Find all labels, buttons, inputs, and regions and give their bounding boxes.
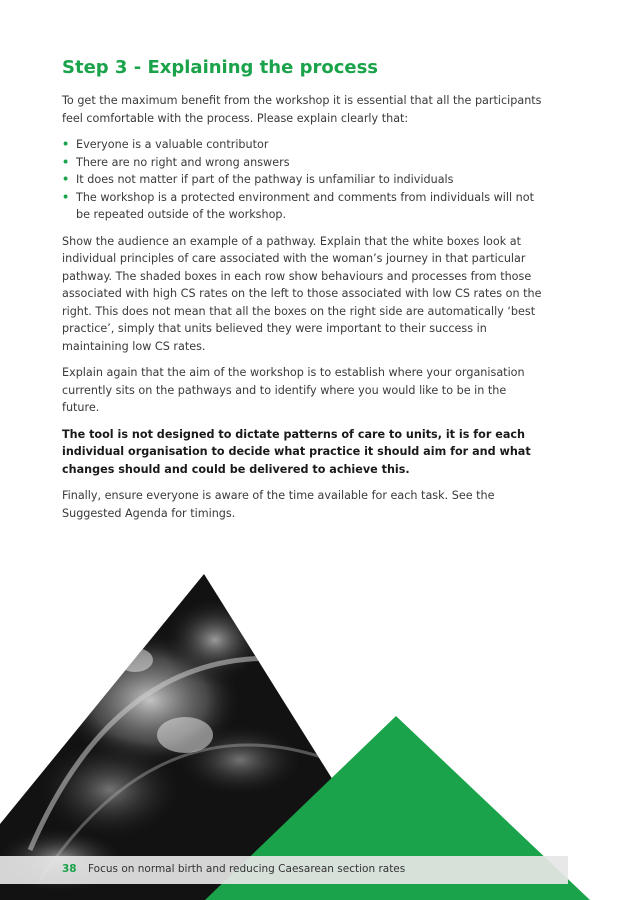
running-title: Focus on normal birth and reducing Caesarean section rates: [88, 863, 406, 875]
page-content: [62, 56, 547, 531]
emphasis-paragraph: The tool is not designed to dictate patterns of care to units, it is for each individual organisation to decide what practice it should aim for and what changes should and could be delivered to achieve this.: [62, 427, 531, 476]
list-item-text: The workshop is a protected environment and comments from individuals will not be repeated outside of the workshop.: [76, 190, 534, 221]
bullet-icon: •: [62, 190, 70, 204]
bullet-list: [62, 136, 547, 224]
list-item-text: Everyone is a valuable contributor: [76, 138, 269, 151]
page-number: 38: [62, 863, 77, 875]
list-item: [62, 189, 547, 224]
bullet-icon: •: [62, 138, 70, 151]
final-paragraph: Finally, ensure everyone is aware of the time available for each task. See the Suggested Agenda for timings.: [62, 489, 495, 520]
list-item-text: There are no right and wrong answers: [76, 155, 290, 169]
pathway-paragraph: Show the audience an example of a pathway. Explain that the white boxes look at individual principles of care associated with the woman’s journey in that particular pathway. The shaded boxes in each row show behaviours and processes from those associated with high CS rates on the left to those associated with low CS rates on the right. This does not mean that all the boxes on the right side are automatically ‘best practice’, simply that units believed they were important to their success in maintaining low CS rates.: [62, 234, 542, 353]
section-heading: Step 3 - Explaining the process: [62, 57, 379, 78]
page-footer: [0, 856, 638, 884]
list-item: [62, 154, 547, 172]
list-item: [62, 136, 547, 154]
bullet-icon: •: [62, 173, 70, 186]
aim-paragraph: Explain again that the aim of the workshop is to establish where your organisation currently sits on the pathways and to identify where you would like to be in the future.: [62, 366, 525, 414]
intro-paragraph: To get the maximum benefit from the workshop it is essential that all the participants feel comfortable with the process. Please explain clearly that:: [62, 94, 542, 125]
list-item-text: It does not matter if part of the pathway is unfamiliar to individuals: [76, 173, 454, 186]
bullet-icon: •: [62, 155, 70, 169]
list-item: [62, 171, 547, 189]
